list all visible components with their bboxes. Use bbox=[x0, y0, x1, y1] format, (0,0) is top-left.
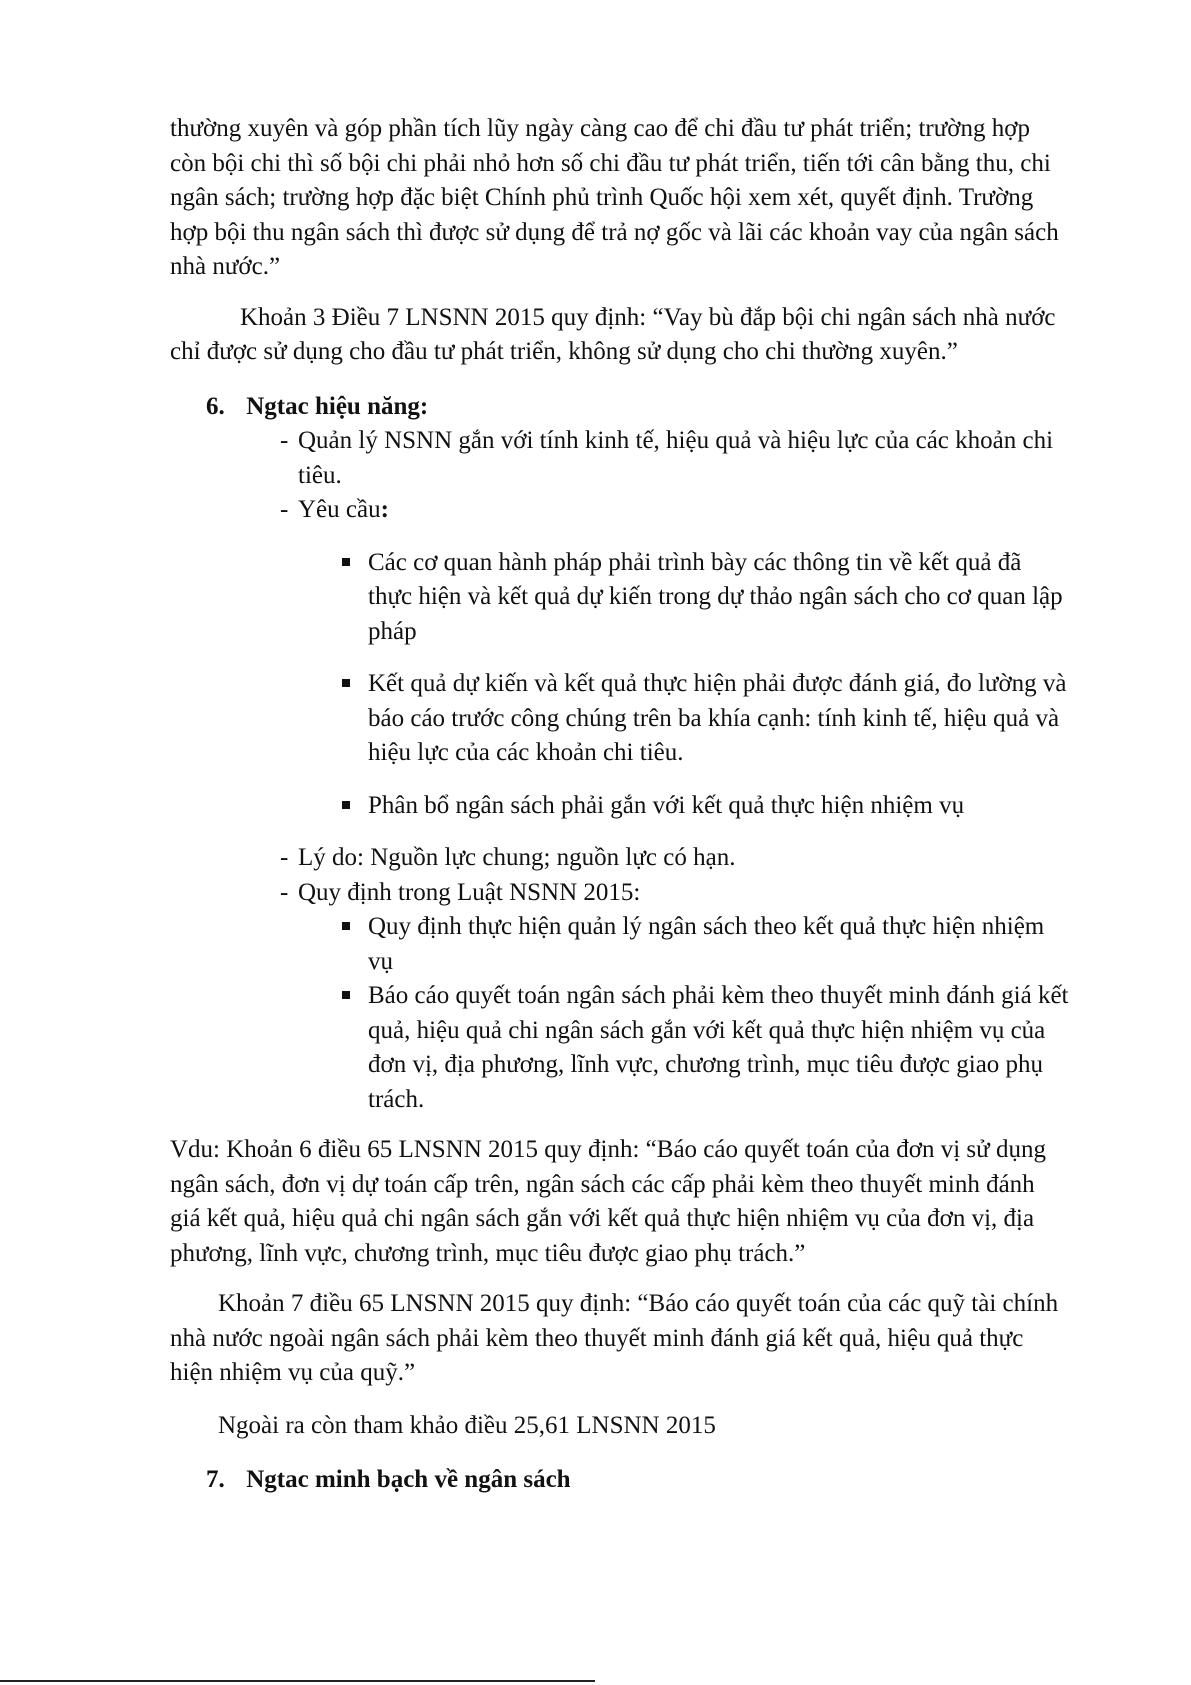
dash-item-requirements bbox=[170, 493, 1070, 528]
regulations-list bbox=[170, 910, 1070, 1117]
list-item-requirement-1 bbox=[170, 546, 1070, 650]
list-item-requirement-3 bbox=[170, 789, 1070, 824]
section-6-number: 6. bbox=[206, 392, 225, 420]
dash-text-regulation: Quy định trong Luật NSNN 2015: bbox=[298, 878, 641, 906]
paragraph-khoan7: Khoản 7 điều 65 LNSNN 2015 quy định: “Báo cáo quyết toán của các quỹ tài chính nhà nước ngoài ngân sách phải kèm theo thuyết minh đánh giá kết quả, hiệu quả thực hiện nhiệm vụ của quỹ.” bbox=[170, 1290, 1059, 1386]
section-6-heading bbox=[170, 390, 1070, 425]
square-bullet-icon bbox=[342, 558, 350, 566]
requirements-list bbox=[170, 546, 1070, 824]
dash-marker: - bbox=[280, 427, 289, 454]
dash-item-reason bbox=[170, 841, 1070, 876]
list-item-regulation-2 bbox=[170, 979, 1070, 1117]
dash-text-reason: Lý do: Nguồn lực chung; nguồn lực có hạn. bbox=[298, 844, 736, 871]
dash-text-scope: Quản lý NSNN gắn với tính kinh tế, hiệu quả và hiệu lực của các khoản chi tiêu. bbox=[298, 427, 1054, 489]
requirement-text: Kết quả dự kiến và kết quả thực hiện phải được đánh giá, đo lường và báo cáo trước công chúng trên ba khía cạnh: tính kinh tế, hiệu quả và hiệu lực của các khoản chi tiêu. bbox=[368, 670, 1067, 766]
dash-item-regulation bbox=[170, 876, 1070, 911]
requirement-text: Các cơ quan hành pháp phải trình bày các thông tin về kết quả đã thực hiện và kết quả dự kiến trong dự thảo ngân sách cho cơ quan lập pháp bbox=[368, 548, 1063, 645]
section-7-number: 7. bbox=[206, 1466, 225, 1493]
paragraph-ngoai-ra: Ngoài ra còn tham khảo điều 25,61 LNSNN 2015 bbox=[218, 1411, 716, 1439]
section-7-heading bbox=[170, 1463, 1070, 1498]
section-6-title: Ngtac hiệu năng: bbox=[246, 392, 429, 420]
square-bullet-icon bbox=[342, 922, 350, 930]
square-bullet-icon bbox=[342, 801, 350, 809]
section-6-dash-list bbox=[170, 424, 1070, 528]
regulation-text: Báo cáo quyết toán ngân sách phải kèm theo thuyết minh đánh giá kết quả, hiệu quả chi ngân sách gắn với kết quả thực hiện nhiệm vụ của đơn vị, địa phương, lĩnh vực, chương trình, mục tiêu được giao phụ trách. bbox=[368, 982, 1069, 1113]
square-bullet-icon bbox=[342, 679, 350, 687]
dash-marker: - bbox=[280, 496, 289, 523]
list-item-regulation-1 bbox=[170, 910, 1070, 979]
dash-marker: - bbox=[280, 844, 289, 871]
dash-item-scope bbox=[170, 424, 1070, 493]
square-bullet-icon bbox=[342, 991, 350, 999]
paragraph-vdu: Vdu: Khoản 6 điều 65 LNSNN 2015 quy định: “Báo cáo quyết toán của đơn vị sử dụng ngân sách, đơn vị dự toán cấp trên, ngân sách các cấp phải kèm theo thuyết minh đánh giá kết quả, hiệu quả chi ngân sách gắn với kết quả thực hiện nhiệm vụ của đơn vị, địa phương, lĩnh vực, chương trình, mục tiêu được giao phụ trách.” bbox=[170, 1136, 1046, 1267]
requirement-text: Phân bổ ngân sách phải gắn với kết quả thực hiện nhiệm vụ bbox=[368, 791, 965, 819]
dash-marker: - bbox=[280, 878, 289, 906]
section-6-dash-list-2 bbox=[170, 841, 1070, 910]
regulation-text: Quy định thực hiện quản lý ngân sách theo kết quả thực hiện nhiệm vụ bbox=[368, 913, 1045, 975]
section-7-title: Ngtac minh bạch về ngân sách bbox=[246, 1466, 571, 1493]
document-page bbox=[170, 112, 1070, 1498]
dash-text-requirements: Yêu cầu bbox=[298, 496, 381, 523]
list-item-requirement-2 bbox=[170, 667, 1070, 771]
footer-divider bbox=[0, 1680, 595, 1682]
dash-colon: : bbox=[380, 496, 389, 523]
paragraph-khoan3: Khoản 3 Điều 7 LNSNN 2015 quy định: “Vay bù đắp bội chi ngân sách nhà nước chỉ được sử dụng cho đầu tư phát triển, không sử dụng cho chi thường xuyên.” bbox=[170, 303, 1056, 365]
paragraph-top: thường xuyên và góp phần tích lũy ngày càng cao để chi đầu tư phát triển; trường hợp còn bội chi thì số bội chi phải nhỏ hơn số chi đầu tư phát triển, tiến tới cân bằng thu, chi ngân sách; trường hợp đặc biệt Chính phủ trình Quốc hội xem xét, quyết định. Trường hợp bội thu ngân sách thì được sử dụng để trả nợ gốc và lãi các khoản vay của ngân sách nhà nước.” bbox=[170, 115, 1059, 280]
